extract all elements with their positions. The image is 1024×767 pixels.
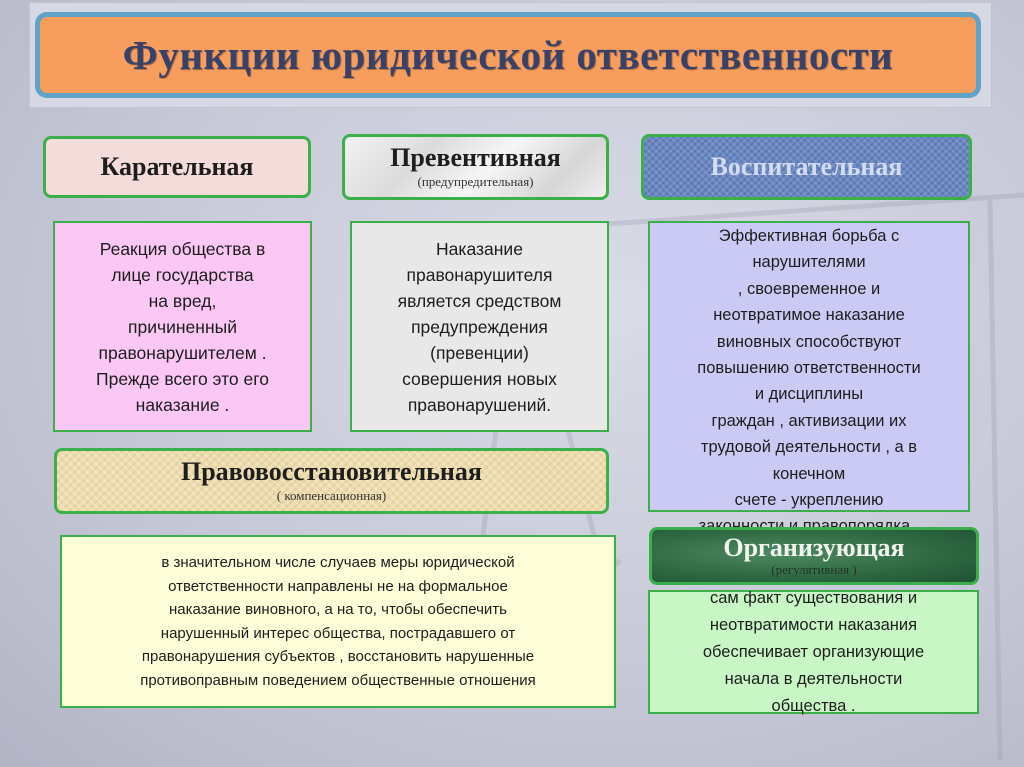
desc-pravovosstanovitelnaya	[60, 535, 616, 708]
header-pravovosstanovitelnaya-label: Правовосстановительная	[181, 456, 482, 486]
header-organizuyushchaya-sublabel: (регулятивная )	[771, 561, 857, 577]
desc-preventivnaya	[350, 221, 609, 432]
desc-vospitatelnaya	[648, 221, 970, 512]
header-pravovosstanovitelnaya	[54, 448, 609, 514]
header-organizuyushchaya	[649, 527, 979, 585]
desc-pravovosstanovitelnaya-text: в значительном числе случаев меры юридической ответственности направлены не на формальное наказание виновного, а на то, чтобы обеспечить нарушенный интерес общества, пострадавшего от правонарушения субъектов , восстановить нарушенные противоправным поведением общественные отношения	[140, 554, 536, 689]
header-karatelnaya	[43, 136, 311, 198]
title-banner	[35, 12, 981, 98]
header-preventivnaya	[342, 134, 609, 200]
desc-preventivnaya-text: Наказание правонарушителя является средством предупреждения (превенции) совершения новых правонарушений.	[397, 238, 562, 415]
header-preventivnaya-sublabel: (предупредительная)	[417, 173, 534, 189]
desc-organizuyushchaya-text: сам факт существования и неотвратимости наказания обеспечивает организующие начала в деятельности общества .	[702, 588, 925, 715]
page-title: Функции юридической ответственности	[122, 32, 894, 78]
desc-organizuyushchaya	[648, 590, 979, 714]
header-pravovosstanovitelnaya-sublabel: ( компенсационная)	[276, 487, 387, 503]
header-vospitatelnaya-label: Воспитательная	[710, 152, 903, 181]
header-organizuyushchaya-label: Организующая	[723, 532, 905, 562]
header-vospitatelnaya	[641, 134, 972, 200]
header-karatelnaya-label: Карательная	[100, 152, 254, 181]
desc-vospitatelnaya-text: Эффективная борьба с нарушителями , своевременное и неотвратимое наказание виновных способствуют повышению ответственности и дисциплины граждан , активизации их трудовой деятельности , а в конечном счете - укреплению	[697, 227, 921, 510]
desc-karatelnaya	[53, 221, 312, 432]
desc-karatelnaya-text: Реакция общества в лице государства на вред, причиненный правонарушителем . Прежде всего это его наказание .	[96, 238, 269, 415]
header-preventivnaya-label: Превентивная	[390, 142, 561, 172]
